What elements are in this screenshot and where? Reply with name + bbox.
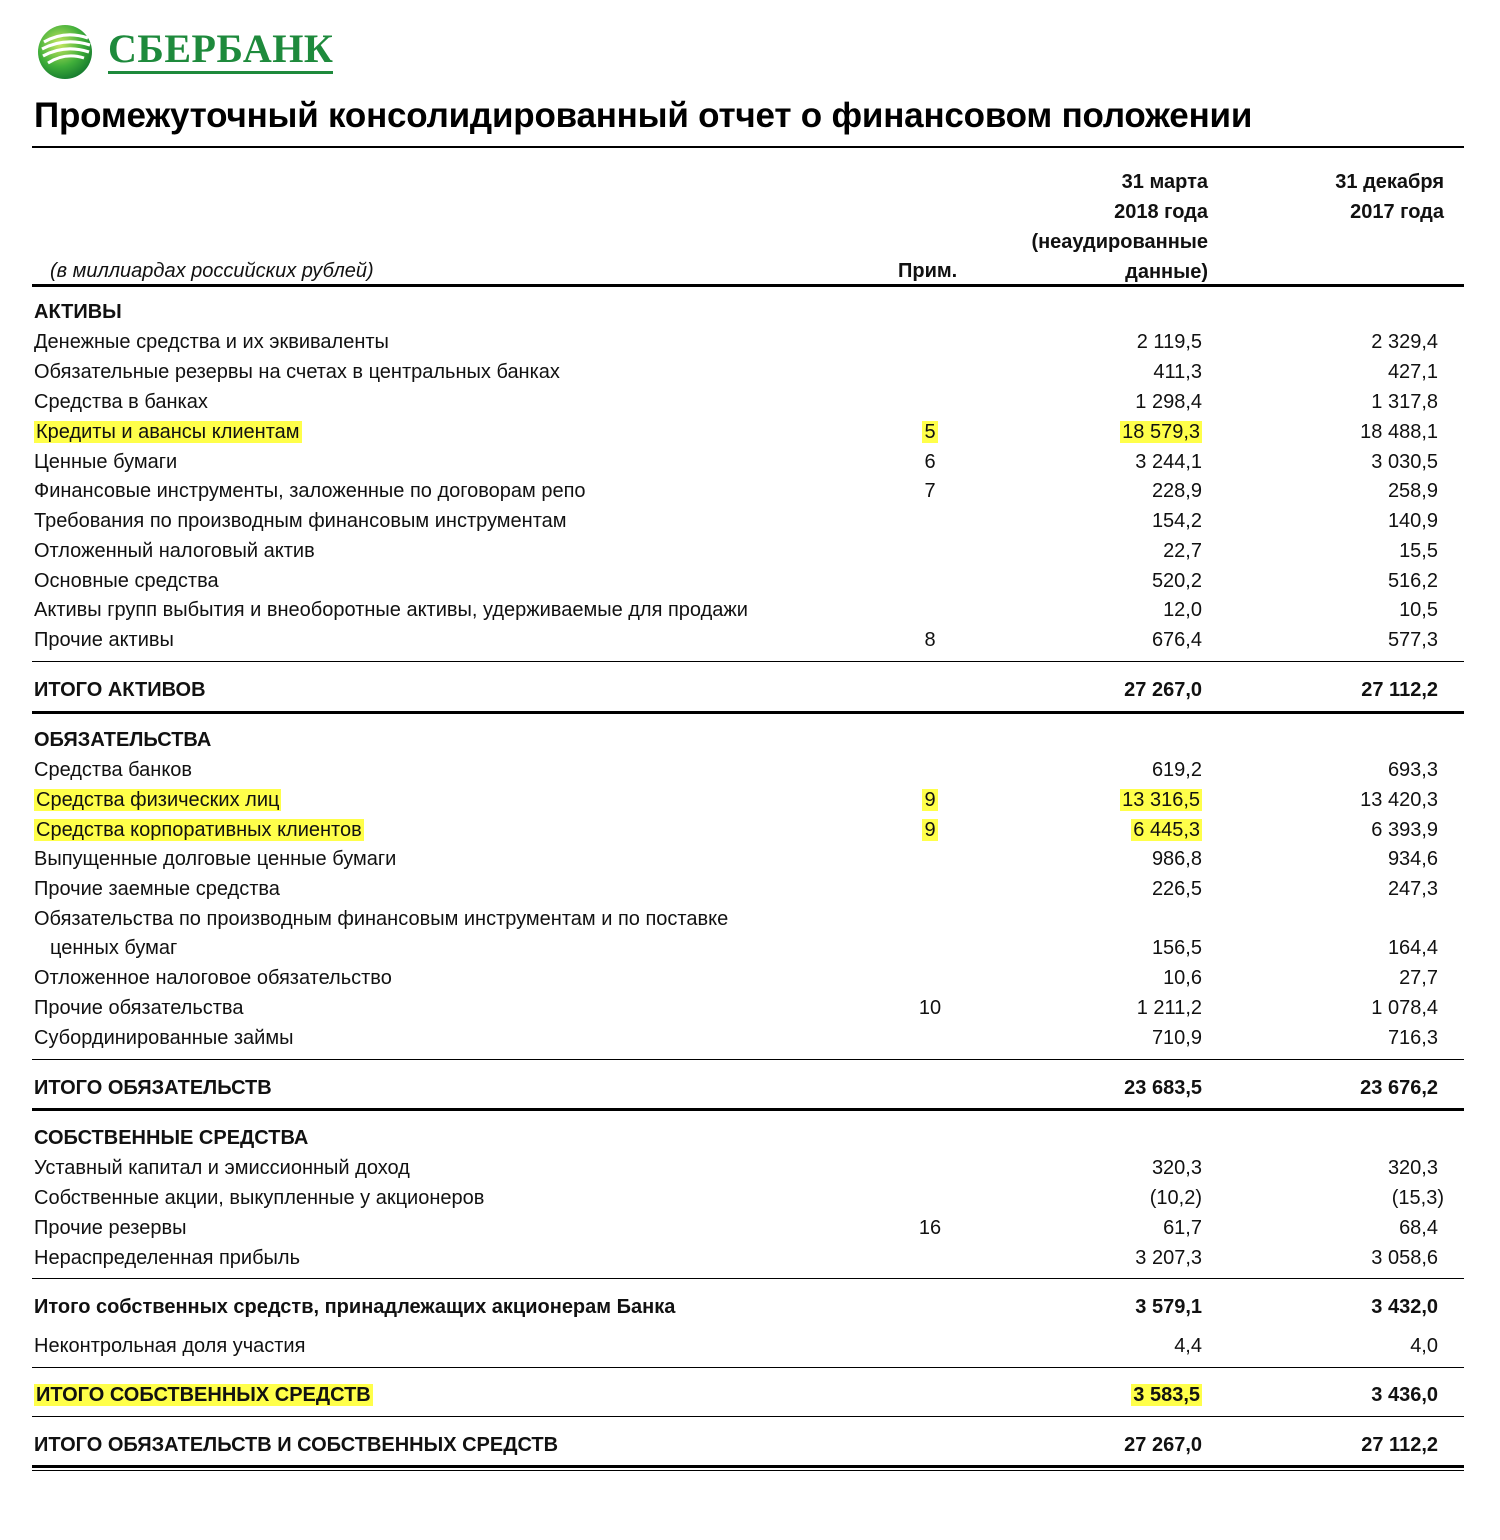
row-label-text: ценных бумаг <box>50 937 178 959</box>
value-mar-2018 <box>1150 1183 1202 1213</box>
value-dec-2017-text: 10,5 <box>1399 599 1438 621</box>
value-mar-2018 <box>1163 1213 1202 1243</box>
value-mar-2018-text: 156,5 <box>1151 937 1202 959</box>
total-row <box>0 675 1500 705</box>
row-label-text: Прочие активы <box>34 629 174 651</box>
value-dec-2017 <box>1371 387 1438 417</box>
table-row <box>0 844 1500 874</box>
row-note <box>918 1213 942 1243</box>
assets-subtotal-rule <box>32 661 1464 662</box>
value-dec-2017 <box>1361 1430 1438 1460</box>
value-dec-2017-text: 693,3 <box>1387 759 1438 781</box>
value-dec-2017 <box>1399 595 1438 625</box>
row-label-text: Финансовые инструменты, заложенные по договорам репо <box>34 480 586 502</box>
column-header-line: 2018 года <box>1114 201 1208 223</box>
row-label <box>34 1073 272 1103</box>
row-label <box>34 297 122 327</box>
value-dec-2017-text: 3 436,0 <box>1371 1384 1438 1406</box>
table-row <box>0 595 1500 625</box>
table-row <box>0 785 1500 815</box>
value-mar-2018-text: 228,9 <box>1151 480 1202 502</box>
row-label <box>34 1331 305 1361</box>
value-mar-2018 <box>1137 327 1202 357</box>
value-mar-2018-text: 23 683,5 <box>1124 1077 1202 1099</box>
value-mar-2018-text: 4,4 <box>1174 1335 1202 1357</box>
value-dec-2017 <box>1388 874 1438 904</box>
logo-text: СБЕРБАНК <box>108 29 333 74</box>
row-label-text: Ценные бумаги <box>34 451 178 473</box>
row-label-text: Отложенный налоговый актив <box>34 540 315 562</box>
row-label-text: Средства банков <box>34 759 193 781</box>
value-dec-2017-text: 23 676,2 <box>1360 1077 1438 1099</box>
value-mar-2018 <box>1152 755 1202 785</box>
value-mar-2018 <box>1137 993 1202 1023</box>
row-label <box>34 1292 675 1322</box>
value-mar-2018 <box>1135 447 1202 477</box>
row-label <box>34 1243 300 1273</box>
column-header-line: 2017 года <box>1350 201 1444 223</box>
row-label <box>34 447 177 477</box>
value-mar-2018 <box>1120 417 1202 447</box>
table-row <box>0 625 1500 655</box>
value-dec-2017 <box>1361 675 1438 705</box>
value-mar-2018 <box>1152 844 1202 874</box>
row-label <box>34 1183 484 1213</box>
value-mar-2018 <box>1152 566 1202 596</box>
value-mar-2018-text: 6 445,3 <box>1133 819 1200 841</box>
row-label <box>34 675 206 705</box>
row-label <box>34 506 567 536</box>
table-row <box>0 1153 1500 1183</box>
row-label <box>34 1213 186 1243</box>
total-row <box>0 1292 1500 1322</box>
column-header-line: (неаудированные <box>1031 231 1208 253</box>
value-dec-2017-text: 247,3 <box>1387 878 1438 900</box>
row-note-text: 9 <box>924 789 936 811</box>
equity-total-rule <box>32 1367 1464 1368</box>
row-label <box>34 844 396 874</box>
row-label <box>50 933 177 963</box>
row-label-text: Обязательные резервы на счетах в центральных банках <box>34 361 560 383</box>
value-mar-2018 <box>1163 536 1202 566</box>
value-dec-2017-text: 15,5 <box>1399 540 1438 562</box>
sberbank-logo-icon <box>36 22 96 80</box>
table-row <box>0 387 1500 417</box>
table-row <box>0 933 1500 963</box>
row-label-text: ИТОГО СОБСТВЕННЫХ СРЕДСТВ <box>36 1384 371 1406</box>
value-dec-2017-text: 6 393,9 <box>1371 819 1438 841</box>
value-mar-2018 <box>1163 963 1202 993</box>
value-dec-2017 <box>1360 417 1438 447</box>
table-row <box>0 755 1500 785</box>
value-dec-2017-text: 1 317,8 <box>1371 391 1438 413</box>
row-label-text: Субординированные займы <box>34 1027 294 1049</box>
value-dec-2017 <box>1388 625 1438 655</box>
value-mar-2018 <box>1152 874 1202 904</box>
value-mar-2018-text: 986,8 <box>1151 848 1202 870</box>
value-mar-2018 <box>1152 1023 1202 1053</box>
note-column-header: Прим. <box>898 260 958 282</box>
table-row <box>0 1023 1500 1053</box>
value-dec-2017 <box>1388 566 1438 596</box>
row-note-text: 16 <box>918 1217 942 1239</box>
row-label-text: Неконтрольная доля участия <box>34 1335 306 1357</box>
value-mar-2018 <box>1131 815 1202 845</box>
value-mar-2018-text: 676,4 <box>1151 629 1202 651</box>
column-header-mar-2018 <box>1031 167 1208 287</box>
liabilities-subtotal-rule <box>32 1059 1464 1060</box>
table-row <box>0 1331 1500 1361</box>
row-note-text: 5 <box>924 421 936 443</box>
row-label <box>34 625 174 655</box>
row-label-text: Прочие резервы <box>34 1217 187 1239</box>
value-dec-2017-text: (15,3) <box>1391 1187 1444 1209</box>
value-mar-2018-text: 3 207,3 <box>1135 1247 1202 1269</box>
row-label <box>34 904 728 934</box>
value-dec-2017-text: 13 420,3 <box>1360 789 1438 811</box>
row-label-text: Кредиты и авансы клиентам <box>36 421 300 443</box>
row-label <box>34 327 389 357</box>
value-mar-2018 <box>1135 387 1202 417</box>
value-mar-2018-text: 13 316,5 <box>1122 789 1200 811</box>
value-dec-2017-text: 577,3 <box>1387 629 1438 651</box>
table-row <box>0 327 1500 357</box>
value-dec-2017-text: 320,3 <box>1387 1157 1438 1179</box>
row-note <box>918 993 942 1023</box>
row-label-text: Требования по производным финансовым инструментам <box>34 510 567 532</box>
value-dec-2017-text: 3 432,0 <box>1371 1296 1438 1318</box>
table-row <box>0 357 1500 387</box>
value-mar-2018 <box>1135 1292 1202 1322</box>
value-mar-2018 <box>1124 675 1202 705</box>
row-label <box>34 1380 373 1410</box>
value-mar-2018 <box>1174 1331 1202 1361</box>
row-note <box>918 815 942 845</box>
value-mar-2018-text: 3 579,1 <box>1135 1296 1202 1318</box>
value-dec-2017-text: 516,2 <box>1387 570 1438 592</box>
row-note <box>918 625 942 655</box>
row-label <box>34 476 586 506</box>
row-label <box>34 536 315 566</box>
value-mar-2018-text: 1 211,2 <box>1136 997 1202 1019</box>
table-row <box>0 1243 1500 1273</box>
value-mar-2018-text: 226,5 <box>1151 878 1202 900</box>
row-label-text: Средства физических лиц <box>36 789 280 811</box>
value-mar-2018 <box>1152 476 1202 506</box>
value-mar-2018 <box>1163 595 1202 625</box>
value-mar-2018 <box>1152 933 1202 963</box>
value-dec-2017 <box>1371 1292 1438 1322</box>
value-dec-2017-text: 1 078,4 <box>1371 997 1438 1019</box>
row-label-text: Денежные средства и их эквиваленты <box>34 331 389 353</box>
value-dec-2017 <box>1388 755 1438 785</box>
row-label-text: АКТИВЫ <box>34 301 122 323</box>
value-mar-2018-text: 27 267,0 <box>1124 679 1202 701</box>
row-label-text: Собственные акции, выкупленные у акционеров <box>34 1187 485 1209</box>
value-dec-2017 <box>1371 1243 1438 1273</box>
value-mar-2018 <box>1124 1430 1202 1460</box>
value-dec-2017-text: 4,0 <box>1410 1335 1438 1357</box>
value-dec-2017 <box>1388 357 1438 387</box>
value-dec-2017 <box>1371 993 1438 1023</box>
value-mar-2018-text: 411,3 <box>1153 361 1202 383</box>
table-row <box>0 447 1500 477</box>
table-row <box>0 417 1500 447</box>
grand-total-top-rule <box>32 1416 1464 1417</box>
row-note <box>918 785 942 815</box>
value-dec-2017 <box>1388 506 1438 536</box>
row-label-text: ОБЯЗАТЕЛЬСТВА <box>34 729 212 751</box>
value-mar-2018-text: 22,7 <box>1163 540 1202 562</box>
value-dec-2017-text: 164,4 <box>1387 937 1438 959</box>
value-dec-2017 <box>1371 1380 1438 1410</box>
row-label <box>34 1430 558 1460</box>
value-mar-2018-text: 520,2 <box>1151 570 1202 592</box>
row-label-text: ИТОГО ОБЯЗАТЕЛЬСТВ <box>34 1077 272 1099</box>
value-dec-2017-text: 258,9 <box>1387 480 1438 502</box>
row-label-text: ИТОГО ОБЯЗАТЕЛЬСТВ И СОБСТВЕННЫХ СРЕДСТВ <box>34 1434 559 1456</box>
row-label <box>34 963 392 993</box>
value-mar-2018-text: 619,2 <box>1151 759 1202 781</box>
value-dec-2017 <box>1360 1073 1438 1103</box>
value-mar-2018 <box>1131 1380 1202 1410</box>
value-dec-2017 <box>1399 963 1438 993</box>
value-dec-2017-text: 18 488,1 <box>1360 421 1438 443</box>
value-dec-2017-text: 427,1 <box>1387 361 1438 383</box>
value-dec-2017 <box>1388 844 1438 874</box>
value-mar-2018 <box>1153 357 1202 387</box>
section-header-row <box>0 297 1500 327</box>
table-row <box>0 1183 1500 1213</box>
table-row <box>0 536 1500 566</box>
value-dec-2017 <box>1360 785 1438 815</box>
row-note-text: 10 <box>918 997 942 1019</box>
value-mar-2018 <box>1120 785 1202 815</box>
section-header-row <box>0 725 1500 755</box>
table-row <box>0 904 1500 934</box>
row-label <box>34 566 219 596</box>
value-dec-2017-text: 3 058,6 <box>1371 1247 1438 1269</box>
row-label-text: Основные средства <box>34 570 219 592</box>
liabilities-total-rule <box>32 1108 1464 1111</box>
total-row <box>0 1073 1500 1103</box>
value-mar-2018-text: 154,2 <box>1151 510 1202 532</box>
value-mar-2018-text: 27 267,0 <box>1124 1434 1202 1456</box>
row-label <box>34 815 364 845</box>
value-dec-2017-text: 140,9 <box>1387 510 1438 532</box>
value-mar-2018-text: 1 298,4 <box>1135 391 1202 413</box>
row-label <box>34 1153 410 1183</box>
value-dec-2017-text: 27,7 <box>1399 967 1438 989</box>
column-header-dec-2017 <box>1335 167 1444 227</box>
row-note <box>918 417 942 447</box>
table-row <box>0 815 1500 845</box>
row-label-text: Активы групп выбытия и внеоборотные активы, удерживаемые для продажи <box>34 599 748 621</box>
value-dec-2017 <box>1388 1023 1438 1053</box>
value-dec-2017-text: 27 112,2 <box>1361 679 1438 701</box>
value-mar-2018-text: 2 119,5 <box>1136 331 1202 353</box>
row-label <box>34 595 748 625</box>
table-row <box>0 874 1500 904</box>
value-mar-2018-text: 10,6 <box>1163 967 1202 989</box>
row-label <box>34 1123 308 1153</box>
value-dec-2017 <box>1399 1213 1438 1243</box>
table-row <box>0 993 1500 1023</box>
table-row <box>0 1213 1500 1243</box>
table-row <box>0 506 1500 536</box>
row-label <box>34 785 281 815</box>
value-dec-2017-text: 27 112,2 <box>1361 1434 1438 1456</box>
value-dec-2017 <box>1371 815 1438 845</box>
value-mar-2018-text: 3 244,1 <box>1135 451 1202 473</box>
row-note-text: 9 <box>924 819 936 841</box>
value-dec-2017 <box>1392 1183 1444 1213</box>
row-note <box>918 476 942 506</box>
value-mar-2018-text: 3 583,5 <box>1133 1384 1200 1406</box>
row-note <box>918 447 942 477</box>
title-rule <box>32 146 1464 148</box>
value-dec-2017 <box>1388 933 1438 963</box>
row-label <box>34 874 280 904</box>
row-label <box>34 725 211 755</box>
table-row <box>0 566 1500 596</box>
row-label-text: Прочие обязательства <box>34 997 244 1019</box>
value-dec-2017 <box>1388 476 1438 506</box>
value-dec-2017-text: 2 329,4 <box>1371 331 1438 353</box>
value-dec-2017 <box>1371 327 1438 357</box>
row-label-text: ИТОГО АКТИВОВ <box>34 679 206 701</box>
column-header-line: 31 марта <box>1121 171 1208 193</box>
row-label-text: Отложенное налоговое обязательство <box>34 967 392 989</box>
units-caption: (в миллиардах российских рублей) <box>50 260 374 282</box>
row-label <box>34 993 243 1023</box>
column-header-line: данные) <box>1125 261 1208 283</box>
row-label <box>34 357 560 387</box>
assets-total-rule <box>32 711 1464 714</box>
table-row <box>0 476 1500 506</box>
row-label-text: СОБСТВЕННЫЕ СРЕДСТВА <box>34 1127 309 1149</box>
value-dec-2017-text: 3 030,5 <box>1371 451 1438 473</box>
row-note-text: 8 <box>924 629 936 651</box>
value-mar-2018-text: 18 579,3 <box>1122 421 1200 443</box>
value-dec-2017 <box>1410 1331 1438 1361</box>
logo <box>36 22 333 80</box>
total-row <box>0 1430 1500 1460</box>
row-label-text: Нераспределенная прибыль <box>34 1247 301 1269</box>
row-label-text: Средства в банках <box>34 391 208 413</box>
column-header-line: 31 декабря <box>1335 171 1444 193</box>
section-header-row <box>0 1123 1500 1153</box>
value-mar-2018-text: 320,3 <box>1151 1157 1202 1179</box>
total-row <box>0 1380 1500 1410</box>
row-label-text: Обязательства по производным финансовым инструментам и по поставке <box>34 908 729 930</box>
row-note-text: 7 <box>924 480 936 502</box>
row-label <box>34 417 302 447</box>
row-label-text: Прочие заемные средства <box>34 878 280 900</box>
value-mar-2018 <box>1152 1153 1202 1183</box>
value-mar-2018-text: (10,2) <box>1149 1187 1202 1209</box>
row-label <box>34 387 208 417</box>
value-mar-2018 <box>1124 1073 1202 1103</box>
row-label <box>34 1023 293 1053</box>
page-title: Промежуточный консолидированный отчет о финансовом положении <box>34 96 1253 135</box>
table-row <box>0 963 1500 993</box>
row-label-text: Уставный капитал и эмиссионный доход <box>34 1157 410 1179</box>
header-rule <box>32 284 1464 287</box>
value-mar-2018 <box>1152 506 1202 536</box>
value-dec-2017 <box>1388 1153 1438 1183</box>
row-label-text: Выпущенные долговые ценные бумаги <box>34 848 397 870</box>
value-dec-2017-text: 68,4 <box>1399 1217 1438 1239</box>
value-dec-2017 <box>1371 447 1438 477</box>
row-label-text: Итого собственных средств, принадлежащих акционерам Банка <box>34 1296 676 1318</box>
value-mar-2018-text: 710,9 <box>1151 1027 1202 1049</box>
equity-subtotal-rule <box>32 1278 1464 1279</box>
value-mar-2018 <box>1152 625 1202 655</box>
row-label <box>34 755 192 785</box>
value-dec-2017 <box>1399 536 1438 566</box>
row-label-text: Средства корпоративных клиентов <box>36 819 362 841</box>
row-note-text: 6 <box>924 451 936 473</box>
value-mar-2018-text: 61,7 <box>1163 1217 1202 1239</box>
value-dec-2017-text: 934,6 <box>1387 848 1438 870</box>
value-mar-2018-text: 12,0 <box>1163 599 1202 621</box>
value-mar-2018 <box>1135 1243 1202 1273</box>
grand-total-double-rule <box>32 1465 1464 1471</box>
value-dec-2017-text: 716,3 <box>1387 1027 1438 1049</box>
